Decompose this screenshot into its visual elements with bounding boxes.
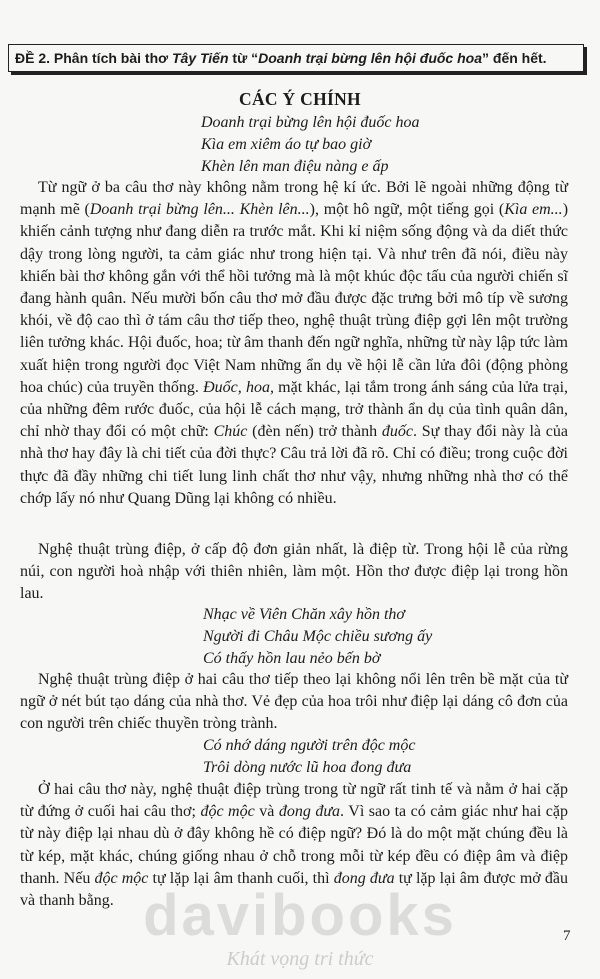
poem-line: Khèn lên man điệu nàng e ấp	[201, 158, 389, 175]
page-number: 7	[563, 928, 571, 944]
poem-line: Nhạc về Viên Chăn xây hồn thơ	[203, 606, 405, 623]
paragraph-3: Nghệ thuật trùng điệp ở hai câu thơ tiếp theo lại không nổi lên trên bề mặt của từ ngữ ở nét bút tạo dáng của nhà thơ. Vẻ đẹp của hoa trôi như điệp lại dáng cô đơn của con người trên chiếc thuyền tròng trành.	[20, 671, 568, 733]
watermark-slogan: Khát vọng tri thức	[226, 948, 374, 970]
poem-stanza-1	[201, 112, 420, 178]
poem-line: Trôi dòng nước lũ hoa đong đưa	[203, 759, 412, 776]
header-title: Tây Tiến	[171, 50, 229, 66]
watermark-logo: davibooks	[143, 883, 457, 948]
header-quote: Doanh trại bừng lên hội đuốc hoa	[258, 50, 483, 66]
header-middle: từ “	[228, 50, 259, 66]
header-prefix: ĐỀ 2. Phân tích bài thơ	[15, 50, 172, 66]
header-suffix: ” đến hết.	[482, 50, 547, 66]
section-heading: CÁC Ý CHÍNH	[239, 89, 361, 109]
paragraph-1: Từ ngữ ở ba câu thơ này không nằm trong hệ kí ức. Bởi lẽ ngoài những động từ mạnh mẽ (Doanh trại bừng lên... Khèn lên...), một hô ngữ, một tiếng gọi (Kìa em...) khiến cảnh tượng như đang diễn ra trước mắt. Khi kỉ niệm sống động và da diết thức dậy trong lòng người, ta cảm giác như trong hiện tại. Và như trên đã nói, điều này khiến bài thơ không gắn với thể hồi tưởng mà là một khúc độc tấu của người chiến sĩ đang hành quân. Nếu mười bốn câu thơ mở đầu được đặc trưng bởi mô típ về sương khói, về độ cao thì ở tám câu thơ tiếp theo, nghệ thuật trùng điệp gợi lên một trường liên tưởng khác. Hội đuốc, hoa; từ âm thanh đến ngữ nghĩa, những từ này lập tức làm xuất hiện trong người đọc Việt Nam những ẩn dụ về hội lễ cần lửa đôi (động phòng hoa chúc) của truyền thống. Đuốc, hoa, mặt khác, lại tắm trong ánh sáng của lửa trại, của những đêm rước đuốc, của hội lễ cách mạng, trở thành ẩn dụ của tình quân dân, chỉ nhờ thay đổi có một chữ: Chúc (đèn nến) trở thành đuốc. Sự thay đổi này là của nhà thơ hay đây là chi tiết của đời thực? Câu trả lời đã rõ. Chỉ có điều; trong cuộc đời thực đã đầy những chi tiết lung linh chất thơ như vậy, nhưng những nhà thơ có thể chớp lấy nó như Quang Dũng lại không có nhiều.	[20, 179, 569, 507]
poem-line: Có thấy hồn lau nẻo bến bờ	[203, 650, 381, 667]
poem-line: Có nhớ dáng người trên độc mộc	[203, 737, 416, 754]
poem-line: Kìa em xiêm áo tự bao giờ	[201, 136, 372, 153]
paragraph-2: Nghệ thuật trùng điệp, ở cấp độ đơn giản nhất, là điệp từ. Trong hội lễ của rừng núi, con người hoà nhập với thiên nhiên, làm một. Hồn thơ được điệp lại trong hồn lau.	[20, 541, 568, 603]
poem-stanza-3	[203, 735, 415, 779]
exam-question-header	[8, 44, 584, 72]
poem-line: Doanh trại bừng lên hội đuốc hoa	[201, 114, 420, 131]
paragraph-4: Ở hai câu thơ này, nghệ thuật điệp trùng trong từ ngữ rất tinh tế và nằm ở hai cặp từ đứng ở cuối hai câu thơ; độc mộc và đong đưa. Vì sao ta có cảm giác như hai cặp từ này điệp lại nhau dù ở đây không hề có điệp ngữ? Đó là do một mặt chúng đều là từ kép, mặt khác, chúng giống nhau ở chỗ trong mỗi từ kép đều có điệp âm và điệp thanh. Nếu độc mộc tự lặp lại âm thanh cuối, thì đong đưa tự lặp lại âm được mở đầu và thanh bằng.	[20, 781, 569, 910]
poem-stanza-2	[203, 604, 432, 670]
poem-line: Người đi Châu Mộc chiều sương ấy	[203, 628, 433, 645]
